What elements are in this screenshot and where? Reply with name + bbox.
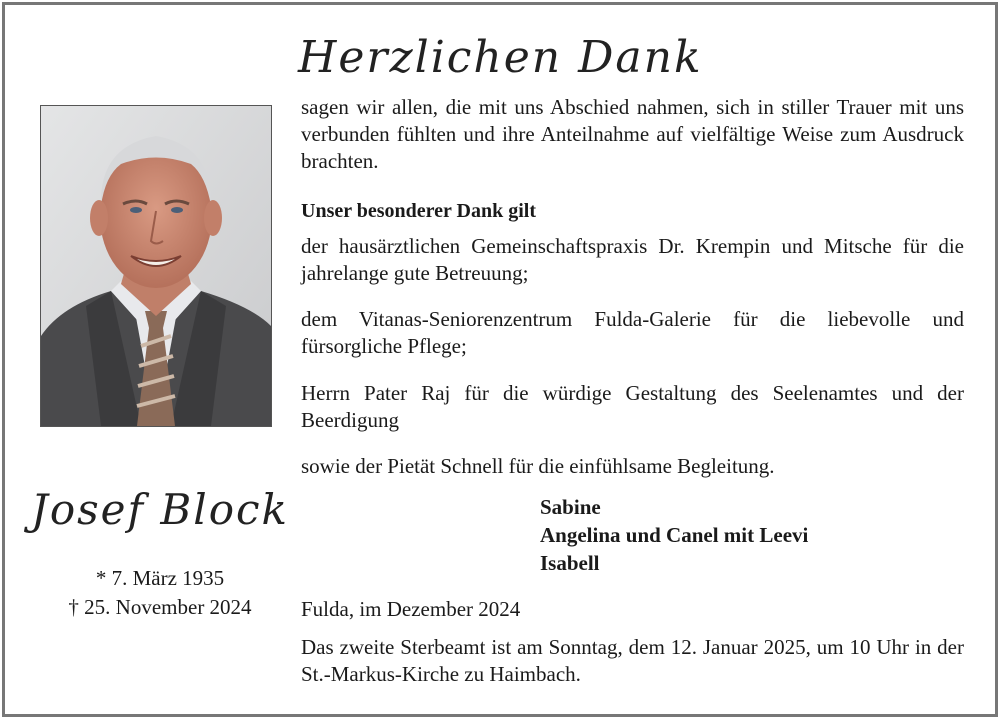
thanks-heading: Unser besonderer Dank gilt xyxy=(301,200,537,222)
death-date: † 25. November 2024 xyxy=(68,595,252,619)
thanks-item: Herrn Pater Raj für die würdige Gestaltung des Seelenamtes und der Beerdigung xyxy=(301,381,964,432)
signer: Angelina und Canel mit Leevi xyxy=(540,523,809,547)
place-date: Fulda, im Dezember 2024 xyxy=(301,597,521,621)
signer: Sabine xyxy=(540,495,601,519)
birth-date: * 7. März 1935 xyxy=(95,566,225,590)
thanks-item: der hausärztlichen Gemeinschaftspraxis Dr. Krempin und Mitsche für die jahrelange gute Betreuung; xyxy=(301,234,964,285)
portrait-photo xyxy=(40,105,272,427)
service-note: Das zweite Sterbeamt ist am Sonntag, dem 12. Januar 2025, um 10 Uhr in der St.-Markus-Kirche zu Haimbach. xyxy=(301,635,964,686)
thanks-item: sowie der Pietät Schnell für die einfühlsame Begleitung. xyxy=(301,454,775,478)
headline: Herzlichen Dank xyxy=(298,32,703,83)
deceased-name: Josef Block xyxy=(31,485,289,534)
intro-paragraph: sagen wir allen, die mit uns Abschied nahmen, sich in stiller Trauer mit uns verbunden fühlten und ihre Anteilnahme auf vielfältige Weise zum Ausdruck brachten. xyxy=(301,95,964,173)
signers xyxy=(540,493,808,577)
signer: Isabell xyxy=(540,551,600,575)
thanks-item: dem Vitanas-Seniorenzentrum Fulda-Galerie für die liebevolle und fürsorgliche Pflege; xyxy=(301,307,964,358)
